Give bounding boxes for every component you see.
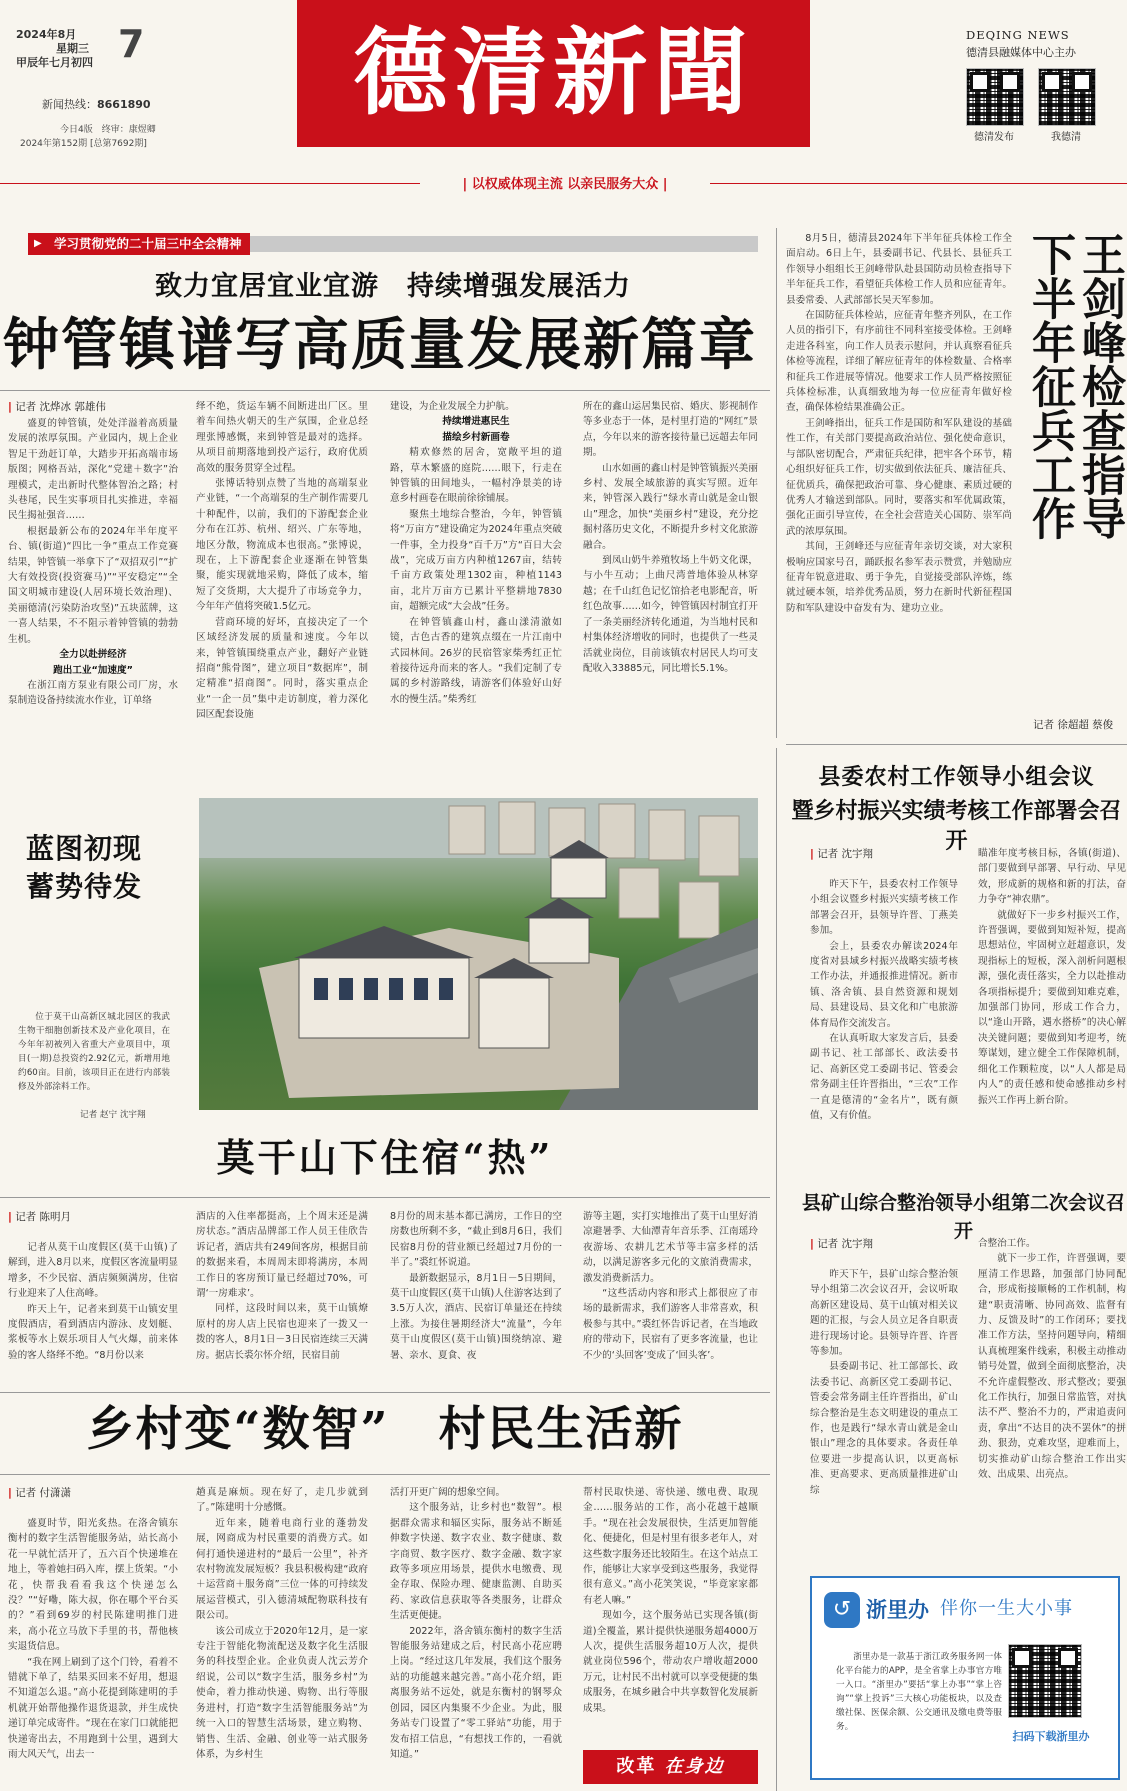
paragraph: “这些活动内容和形式上都很应了市场的最新需求，我们游客人非常喜欢，积极参与其中。”裘红怀告诉记者，在当地政府的带动下，民宿有了更多客流量，也让不少的‘头回客’变成了‘回头客’。 (583, 1288, 758, 1361)
photo-title-1: 蓝图初现 (26, 832, 143, 865)
paragraph: 昨天下午，县矿山综合整治领导小组第二次会议召开，会议听取高新区建设局、莫干山镇对相关议题的汇报，与会人员立足各自职责进行现场讨论。县领导许晋、许晋等参加。 (810, 1269, 958, 1358)
qr-code-deqing-fabu[interactable] (966, 68, 1024, 126)
inspection-body (786, 231, 1012, 709)
paragraph: 张博话特别点赞了当地的高端泵业产业链，“一个高端泵的生产制作需要几十种配件，以前，我们的下游配套企业分布在江苏、杭州、绍兴、广东等地，地区分散，物流成本也很高。”张博说，现在，上下游配套企业逐渐在钟管集聚，能实现就地采购，降低了成本，缩短了交货期，大大提升了市场竞争力，今年年产值将突破1.5亿元。 (196, 478, 368, 613)
inspection-headline: 王剑峰检查指导下半年征兵工作 (1024, 232, 1125, 540)
paragraph: 在浙江南方泵业有限公司厂房，水泵制造设备持续流水作业，订单络 (8, 679, 178, 707)
qr2-label: 我德清 (1051, 132, 1081, 143)
village-column-3 (390, 1485, 562, 1788)
byline-names: 记者 陈明月 (15, 1211, 72, 1223)
english-title: DEQING NEWS (966, 28, 1070, 42)
paragraph: 在钟管镇鑫山村，鑫山漾清澈如镜，古色古香的建筑点缀在一片江南中式园林间。26岁的民宿管家柴秀红正忙着接待远舟而来的客人。“我们定制了专属的乡村游路线，请游客们体验好山好水的慢生活。”柴秀红 (390, 616, 562, 705)
mining-column-1 (810, 1267, 958, 1557)
mogan-byline: | 记者 陈明月 (8, 1211, 72, 1223)
topic-tag (28, 233, 250, 255)
lead-column-2 (196, 399, 368, 766)
paragraph: 该公司成立于2020年12月，是一家专注于智能化物流配送及数字化生活服务的科技型企业。企业负责人沈云芳介绍说，公司以“数字生活，服务乡村”为使命，着力推动快递、购物、出行等服务进村，打造“数字生活智能服务站”为统一入口的智慧生活场景，建立购物、销售、生活、金融、创业等一站式服务体系，为乡村生 (196, 1625, 368, 1760)
paragraph: 活打开更广阔的想象空间。 (390, 1487, 506, 1498)
photo-credit: 记者 赵宁 沈宇翔 (80, 1110, 146, 1120)
column-divider (776, 228, 777, 738)
rural-column-2 (978, 846, 1126, 1176)
mogan-column-2 (196, 1209, 368, 1381)
paragraph: 昨天上午，记者来到莫干山镇安里度假酒店，看到酒店内游泳、皮划艇、浆板等水上娱乐项目人气火爆，前来体验的客人络绎不绝。“8月份以来 (8, 1303, 178, 1361)
rule (0, 1197, 770, 1198)
paragraph: 8月份的周末基本都已满房，工作日的空房数也所剩不多，“截止到8月6日，我们民宿8月份的营业额已经超过7月份的一半了。”裘红怀说道。 (390, 1211, 562, 1269)
subheading: 跑出工业“加速度” (53, 664, 133, 676)
paragraph: 在国防征兵体检站，应征青年整齐列队，在工作人员的指引下，有序前往不同科室接受体检。王剑峰走进各科室，向工作人员表示慰问，并认真察看征兵体检等流程，详细了解应征青年的体检数量、合格率和征兵工作进展等情况。他要求工作人员严格按照征兵体检标准，认真细致地为每一位应征青年做好检查，确保体检结果准确公正。 (786, 310, 1012, 414)
lead-column-3 (390, 399, 562, 766)
ad-qr-label: 扫码下载浙里办 (1012, 1730, 1090, 1743)
lead-byline: | 记者 沈烨冰 郭雄伟 (8, 401, 106, 413)
paragraph: 聚焦土地综合整治，今年，钟管镇将“万亩方”建设确定为2024年重点突破一件事，全力投身“百千万”方“百日大会战”，完成万亩方内种植1267亩，结转千亩方政策处理1302亩，种植1143亩，北片万亩方已累计平整耕地7830亩，超额完成“大会战”任务。 (390, 508, 562, 613)
day-number: 7 (118, 22, 145, 66)
qr-code-zheliban[interactable] (1008, 1644, 1082, 1718)
paragraph: 会上，县委农办解读2024年度省对县域乡村振兴战略实绩考核工作办法，并通报推进情况。新市镇、洛舍镇、县自然资源和规划局、县建设局、县文化和广电旅游体育局作交流发言。 (810, 940, 958, 1029)
mogan-column-3 (390, 1209, 562, 1381)
rule (786, 744, 1127, 745)
masthead-logo (297, 0, 810, 147)
ad-slogan: 伴你一生大小事 (940, 1598, 1073, 1619)
paragraph: 8月5日，德清县2024年下半年征兵体检工作全面启动。6日上午，县委副书记、代县长、县征兵工作领导小组组长王剑峰带队赴县国防动员检查指导下半年征兵工作，看望征兵体检工作人员和应征青年。县委常委、人武部部长吴天军参加。 (786, 233, 1012, 306)
slogan-rule-left (0, 183, 420, 184)
rural-byline: | 记者 沈宇翔 (810, 848, 874, 860)
banner-text: 改革 (616, 1756, 657, 1777)
paragraph: 合整治工作。 (978, 1238, 1036, 1249)
paragraph: 帮村民取快递、寄快递、缴电费、取现金……服务站的工作，高小花越干越顺手。“现在社会发展很快，生活更加智能化、便捷化，但是村里有很多老年人，对这些数字服务还比较陌生。在这个站点工作，能够让大家享受到这些服务，我觉得很有意义。”高小花笑笑说，“毕竟家家都有老人嘛。” (583, 1487, 758, 1606)
paragraph: 王剑峰指出，征兵工作是国防和军队建设的基础性工作，有关部门要提高政治站位、强化使命意识，与部队密切配合，严肃征兵纪律，把牢各个环节，精心组织好征兵工作，切实做到依法征兵、廉洁征兵、征优质兵，确保把政治可靠、身心健康、素质过硬的优秀人才输送到部队。同时，要落实和军优属政策，强化正面引导宣传，在全社会营造关心国防、崇军尚武的浓厚氛围。 (786, 417, 1012, 537)
paragraph: 县委副书记、社工部部长、政法委书记、高新区党工委副书记、管委会常务副主任许晋指出，矿山综合整治是生态文明建设的重点工作，也是践行“绿水青山就是金山银山”理念的具体要求。各责任单位要进一步提高认识，以更高标准、更高要求、更高质量推进矿山综 (810, 1361, 958, 1496)
paragraph: 根据最新公布的2024年半年度平台、镇(街道)“四比一争”重点工作竞赛结果，钟管镇一举拿下了“双招双引”“扩大有效投资(投资赛马)”“平安稳定”“全国文明城市建设(人居环境长效治理)、美丽德清(污染防治攻坚)”五块蓝牌，这一喜人结果，不不阻示着钟管镇的勃勃生机。 (8, 525, 178, 645)
rural-headline-1: 县委农村工作领导小组会议 (818, 764, 1095, 790)
byline-names: 记者 沈宇翔 (817, 1238, 874, 1250)
paragraph: 绎不绝，货运车辆不间断进出厂区。里着车间热火朝天的生产氛围，企业总经理张博感慨，来到钟管是最对的选择。从项目前期落地到投产运行，政府优质高效的服务贯穿全过程。 (196, 401, 368, 474)
rural-headline-2: 暨乡村振兴实绩考核工作部署会召开 (791, 798, 1122, 854)
issue-info: 2024年第152期 [总第7692期] (20, 139, 147, 149)
date: 2024年8月 (16, 28, 77, 41)
paragraph: 就下一步工作，许晋强调，要厘清工作思路，加强部门协同配合，形成衔接顺畅的工作机制，构建“职责清晰、协同高效、监督有力、反馈及时”的工作闭环；要找准工作方法，坚持问题导向，精细认真梳理案件线索，积极主动推动销号处置，做到全面彻底整治，决不允许虚假整改、形式整改；要强化工作执行，加强日常监管，对执法不严、整治不力的，严肃追责问责，拿出“不达目的决不罢休”的拼劲、狠劲，克难攻坚，迎难而上，切实推动矿山综合整治工作出实效、出成果、出亮点。 (978, 1253, 1126, 1481)
paragraph: 瞄准年度考核目标，各镇(街道)、部门要做到早部署、早行动、早见效，形成新的规格和新的打法，奋力争夺“神农鼎”。 (978, 848, 1126, 906)
paragraph: 趟真是麻烦。现在好了，走几步就到了。”陈建明十分感慨。 (196, 1487, 368, 1514)
zheliban-ad[interactable] (810, 1576, 1120, 1780)
photo-caption-panel (0, 790, 198, 1120)
byline-label: 记者 (15, 401, 37, 413)
village-byline: | 记者 付潇潇 (8, 1487, 72, 1499)
lead-headline: 钟管镇谱写高质量发展新篇章 (3, 312, 757, 378)
paragraph: 精欢修然的居舍，宽敞平坦的道路，草木繁盛的庭院……眼下，行走在钟管镇的田间地头，一幅村净景美的诗意乡村画卷在眼前徐徐铺展。 (390, 447, 562, 505)
paragraph: 最新数据显示，8月1日－5日期间，莫干山度假区(莫干山镇)人住游客达到了3.5万人次，酒店、民宿订单量还在持续上涨。为接住暑期经济大“流量”，今年莫干山度假区(莫干山镇)围绕纳凉、避暑、亲水、夏食、夜 (390, 1272, 562, 1361)
slogan: | 以权威体现主流 以亲民服务大众 | (462, 177, 668, 192)
paragraph: 近年来，随着电商行业的蓬勃发展，网商成为村民重要的消费方式。如何打通快递进村的“最后一公里”，补齐农村物流发展短板？我县积极构建“政府＋运营商＋服务商”三位一体的可持续发展运营模式，引入德清城配物联科技有限公司。 (196, 1517, 368, 1622)
topic-tag-label: 学习贯彻党的二十届三中全会精神 (54, 236, 242, 251)
ad-brand: 浙里办 (866, 1598, 929, 1622)
paragraph: 游等主题，实打实地推出了莫干山里好消凉避暑季、大仙潭青年音乐季、江南瑶玲夜游场、农耕儿艺术节等丰富多样的活动，以满足游客多元化的文旅消费需求，激发消费新活力。 (583, 1211, 758, 1284)
hotline-number: 8661890 (97, 98, 151, 111)
paragraph: 昨天下午，县委农村工作领导小组会议暨乡村振兴实绩考核工作部署会召开，县领导许晋、丁燕美参加。 (810, 879, 958, 937)
qr1-label: 德清发布 (974, 132, 1014, 143)
lead-column-4 (583, 399, 758, 766)
photo-title-2: 蓄势待发 (26, 870, 143, 903)
ad-body: 浙里办是一款基于浙江政务服务网一体化平台能力的APP，是全省掌上办事官方唯一入口。“浙里办”要括“掌上办事”“掌上咨询”“掌上投诉”三大核心功能板块，以及查缴社保、医保余额、公交通讯及缴电费等服务。 (836, 1652, 1002, 1732)
paragraph: 同样，这段时间以来，莫干山镇燎原村的房人店上民宿也迎来了一拨又一拨的客人，8月1日－3日民宿连续三天满房。据店长裘尔怀介绍，民宿目前 (196, 1303, 368, 1361)
paragraph: 就做好下一步乡村振兴工作，许晋强调，要做到知短补短，提高思想站位，牢固树立赶超意识，发现指标上的短板，深入剖析问题根源，强化责任落实，全力以赴推动各项指标提升；要做到知难克难，加强部门协同，形成工作合力，以“逢山开路，遇水搭桥”的决心解决关键问题；要做到知考迎考，统筹谋划，建立健全工作保障机制，细化工作颗粒度，以“人人都是局内人”的责任感和使命感推动乡村振兴工作再上新台阶。 (978, 909, 1126, 1106)
paragraph: 盛夏时节，阳光炙热。在洛舍镇东衡村的数字生活智能服务站，站长高小花一早就忙活开了，五六百个快递堆在地上，等着她扫码入库，摆上货架。“小花，快帮我看看我这个快递怎么没？”“好嘞，陈大叔，你在哪个平台买的？”看到69岁的村民陈建明推门进来，高小花立马放下手里的书，帮他核实退货信息。 (8, 1518, 178, 1653)
paragraph: 营商环境的好坏，直接决定了一个区域经济发展的质量和速度。今年以来，钟管镇围绕重点产业，翻好产业链招商“熊骨图”，建立项目“数据库”，制定精准“招商图”。同时，落实重点企业“一企一员”集中走访制度，着力深化园区配套设施 (196, 616, 368, 721)
slogan-rule-right (710, 183, 1127, 184)
subheading: 全力以赴拼经济 (59, 649, 127, 661)
paragraph: 在认真听取大家发言后，县委副书记、社工部部长、政法委书记、高新区党工委副书记、管委会常务副主任许晋指出，“三农”工作一直是德清的“金名片”，既有颜值，又有价值。 (810, 1033, 958, 1122)
paragraph: 2022年，洛舍镇东衡村的数字生活智能服务站建成之后，村民高小花应聘上岗。“经过这几年发展，我们这个服务站的功能越来越完善。”高小花介绍，距离服务站不远处，就是东衡村的钢琴众创园，园区内集聚不少企业。为此，服务站专门设置了“零工驿站”功能，用于发布招工信息，“有想找工作的，一看就知道。” (390, 1625, 562, 1760)
aerial-photo-illustration (199, 798, 758, 1110)
rule (0, 1474, 770, 1475)
publisher: 德清县融媒体中心主办 (966, 46, 1076, 59)
hotline (42, 96, 151, 112)
banner-script: 在身边 (664, 1756, 725, 1777)
mogan-column-1 (8, 1240, 178, 1380)
paragraph: 记者从莫干山度假区(莫干山镇)了解到，进入8月以来，度假区客流量明显增多，不少民宿、酒店频频满房，住宿行业迎来了人住高峰。 (8, 1242, 178, 1300)
date-block (16, 28, 93, 70)
mining-headline: 县矿山综合整治领导小组第二次会议召开 (801, 1192, 1125, 1242)
mining-byline: | 记者 沈宇翔 (810, 1238, 874, 1250)
village-column-1 (8, 1516, 178, 1788)
lead-kicker: 致力宜居宜业宜游 持续增强发展活力 (155, 271, 631, 302)
paragraph: 其间，王剑峰还与应征青年亲切交谈，对大家积极响应国家号召，踊跃报名参军表示赞赏，并勉励应征青年锐意进取、勇于争先，自觉接受部队淬炼，练就过硬本领，培养优秀品质，努力在新时代新征程国防和军队建设中奋发有为、建功立业。 (786, 541, 1012, 614)
subheading: 描绘乡村新画卷 (442, 431, 510, 443)
masthead (0, 0, 1127, 180)
paragraph: 所在的鑫山运居集民宿、婚庆、影视制作等多业态于一体，是村里打造的“网红”景点，今年以来的游客接待量已远超去年同期。 (583, 401, 758, 459)
village-column-4 (583, 1485, 758, 1740)
lead-column-1 (8, 416, 178, 766)
qr-code-wo-deqing[interactable] (1038, 68, 1096, 126)
reform-banner (583, 1750, 758, 1784)
column-divider (776, 748, 777, 1791)
page-info: 今日4版 终审：康煜卿 (60, 125, 156, 135)
aerial-photo (199, 798, 758, 1110)
weekday: 星期三 (56, 42, 89, 55)
paragraph: “我在网上刷到了这个门铃，看着不错就下单了，结果买回来不好用，想退不知道怎么退。”高小花提到陈建明的手机就开始帮他操作退货退款，并生成快递订单完成寄件。“现在在家门口就能把快递寄出去，不用跑到十公里，遇到大雨大风天气，出去一 (8, 1656, 178, 1761)
byline-names: 沈烨冰 郭雄伟 (39, 401, 106, 413)
inspection-byline: 记者 徐超超 蔡俊 (1033, 719, 1114, 731)
paragraph: 盛夏的钟管镇，处处洋溢着高质量发展的浓厚氛围。产业园内，规上企业智足干劲赶订单，大踏步开拓高端市场版图；网格吾站，深化“党建＋数字”治理模式，走出新时代整体智治之路；村头巷尾，民生实事项目扎实推进，幸福民生揭祉强音…… (8, 418, 178, 522)
byline-names: 记者 沈宇翔 (817, 848, 874, 860)
paragraph: 现如今，这个服务站已实现各镇(街道)全覆盖，累计提供快递服务超4000万人次，提供生活服务超10万人次，提供就业岗位596个，带动农户增收超2000万元，让村民不出村就可以享受便捷的集成服务，在城乡融合中共享数智化发展新成果。 (583, 1610, 758, 1714)
paragraph: 建设，为企业发展全力护航。 (390, 401, 515, 412)
paragraph: 山水如画的鑫山村是钟管镇振兴美丽乡村、发展全域旅游的真实写照。近年来，钟管深入践行“绿水青山就是金山银山”理念，加快“美丽乡村”建设，充分挖掘村落历史文化，不断提升乡村文化旅游融合。 (583, 462, 758, 551)
rule (0, 1392, 770, 1393)
mogan-column-4 (583, 1209, 758, 1381)
lunar-date: 甲辰年七月初四 (16, 56, 93, 69)
paragraph: 这个服务站，让乡村也“数智”。根据群众需求和辐区实际，服务站不断延伸数字快递、数字农业、数字健康、数字商贸、数字医疗、数字金融、数字家政等多项应用场景，提供水电缴费、现金存取、保险办理、健康监测、自助买药、家政信息获取等各类服务，让群众生活更便捷。 (390, 1502, 562, 1622)
mining-column-2 (978, 1236, 1126, 1558)
byline-names: 记者 付潇潇 (15, 1487, 72, 1499)
mogan-headline: 莫干山下住宿“热” (216, 1135, 554, 1180)
village-column-2 (196, 1485, 368, 1788)
newspaper-title: 德清新聞 (353, 18, 754, 128)
rural-column-1 (810, 877, 958, 1177)
hotline-label: 新闻热线： (42, 98, 97, 111)
photo-caption: 位于莫干山高新区城北园区的我武生物干细胞创新技术及产业化项目，在今年年初被列入省重大产业项目中，项目(一期)总投资约2.92亿元，新增用地约60亩。目前，该项目正在进行内部装修及外部涂料工作。 (18, 1012, 170, 1092)
paragraph: 到凤山奶牛养殖牧场上牛奶文化课，与小牛互动；上曲尺湾普地体验从林穿越；在千山红色记忆馆拾老电影配音，听红色故事……如今，钟管镇因村制宜打开了一条美丽经济转化通道，为当地村民和村集体经济增收的同时，也提供了一些灵活就业岗位，目前该镇农村居民人均可支配收入33885元，同比增长5.1%。 (583, 555, 758, 674)
zheliban-logo-icon: ↺ (824, 1592, 860, 1628)
village-headline: 乡村变“数智” 村民生活新 (86, 1402, 684, 1457)
subheading: 持续增进惠民生 (442, 416, 510, 428)
paragraph: 酒店的入住率都挺高，上个周末还是满房状态。”酒店品牌部工作人员王佳欣告诉记者，酒店共有249间客房，根据目前的数据来看，本周周末即将满房，本周工作日的客房预订量已经超过70%，可谓‘一房难求’。 (196, 1211, 368, 1300)
tag-arrow-icon: ▶ (34, 238, 42, 249)
lead-rule (0, 390, 770, 391)
